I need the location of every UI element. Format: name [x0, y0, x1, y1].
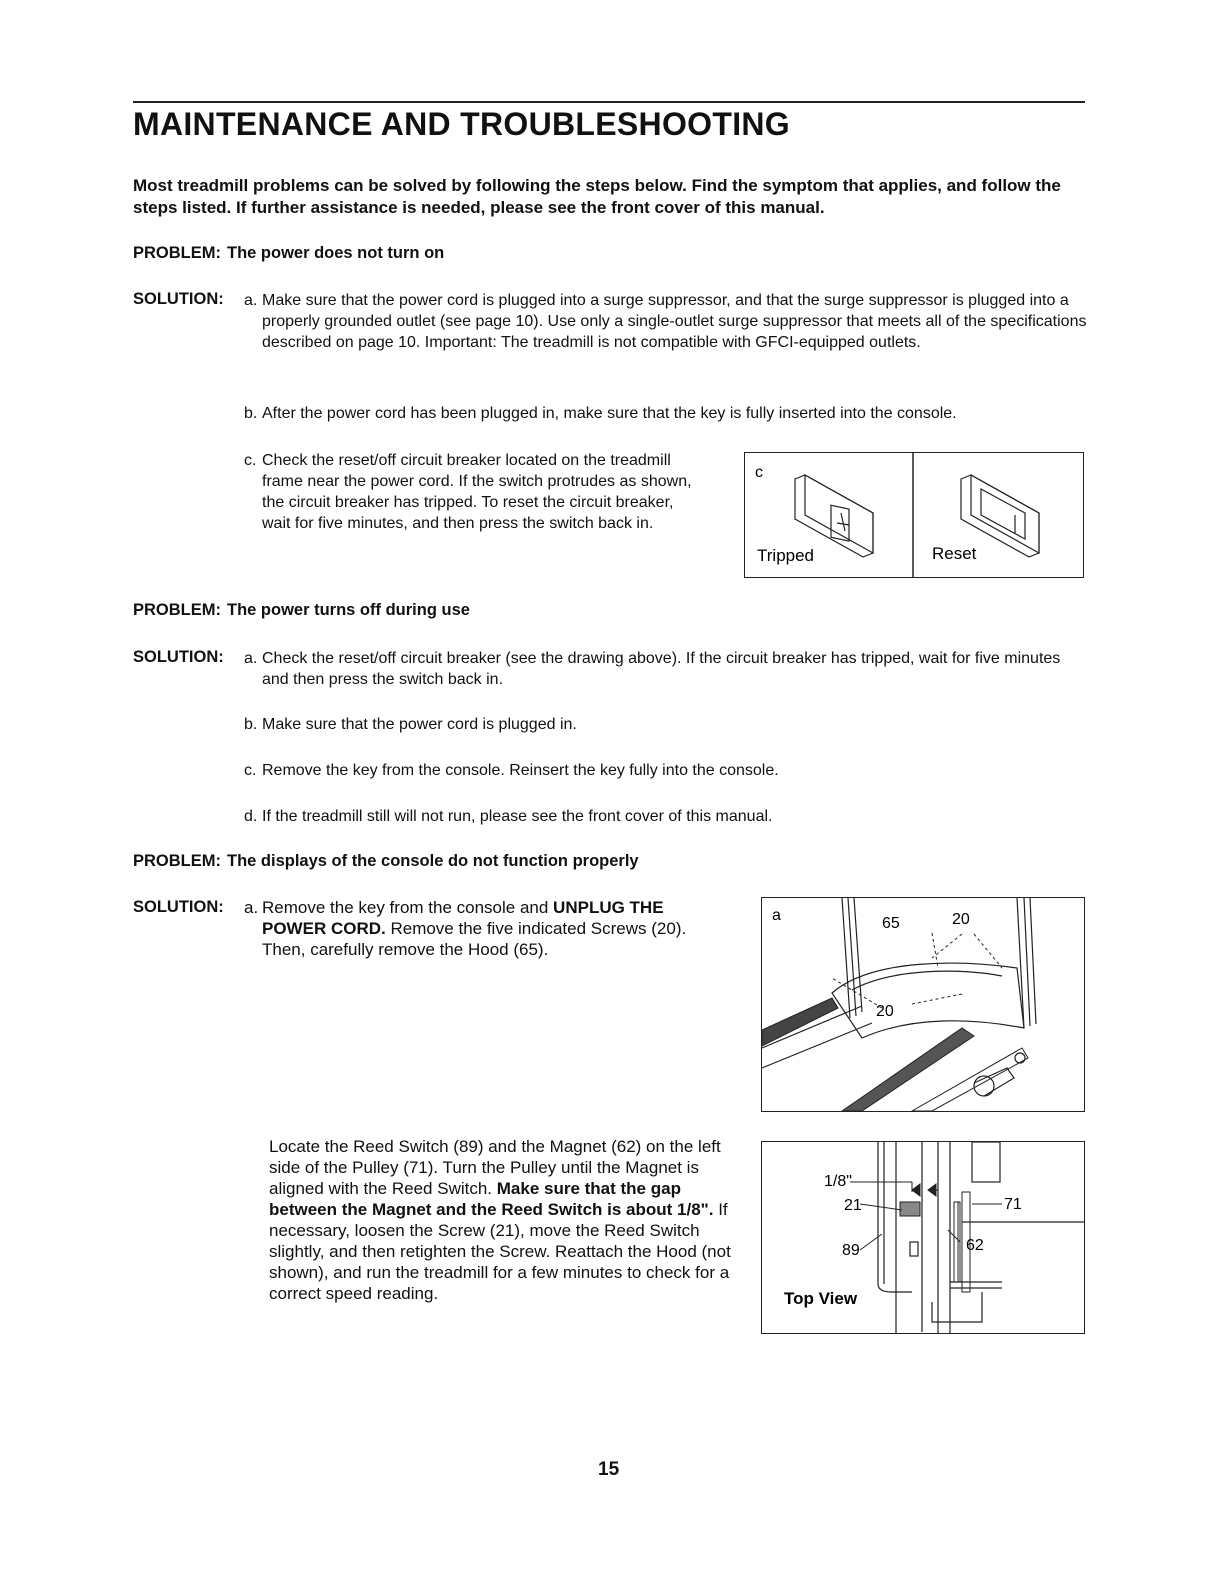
- reed-switch-figure: [761, 1141, 1085, 1334]
- reed-switch-drawing: [762, 1142, 1084, 1333]
- solution-1-label: SOLUTION:: [133, 290, 224, 308]
- callout-20-top: 20: [952, 911, 970, 928]
- callout-71: 71: [1004, 1196, 1022, 1213]
- gap-callout: 1/8": [824, 1173, 852, 1190]
- breaker-figure-letter: c: [755, 464, 763, 481]
- callout-62: 62: [966, 1237, 984, 1254]
- page-title: MAINTENANCE AND TROUBLESHOOTING: [133, 106, 790, 142]
- problem-3-title: The displays of the console do not function properly: [227, 852, 639, 870]
- top-view-label: Top View: [784, 1289, 858, 1308]
- intro-paragraph: Most treadmill problems can be solved by following the steps below. Find the symptom that applies, and follow the steps listed. If further assistance is needed, please see the front cover of this manual.: [133, 176, 1061, 217]
- reset-label: Reset: [932, 544, 977, 563]
- breaker-drawing: [745, 453, 1083, 577]
- problem-2-step-c: c. Remove the key from the console. Reinsert the key fully into the console.: [244, 762, 779, 779]
- solution-3-label: SOLUTION:: [133, 898, 224, 916]
- problem-3-followup: Locate the Reed Switch (89) and the Magnet (62) on the left side of the Pulley (71). Turn the Pulley until the Magnet is aligned with the Reed Switch. Make sure that the gap between the Magnet and the Reed Switch is about 1/8". If necessary, loosen the Screw (21), move the Reed Switch slightly, and then retighten the Screw. Reattach the Hood (not shown), and run the treadmill for a few minutes to check for a correct speed reading.: [269, 1137, 731, 1303]
- solution-2-label: SOLUTION:: [133, 648, 224, 666]
- hood-figure-letter: a: [772, 907, 781, 924]
- hood-drawing: [762, 898, 1084, 1111]
- problem-2-title: The power turns off during use: [227, 601, 470, 619]
- problem-1-heading: [133, 244, 444, 263]
- problem-1-step-b: b. After the power cord has been plugged in, make sure that the key is fully inserted into the console.: [244, 405, 957, 422]
- problem-2-step-b: b. Make sure that the power cord is plugged in.: [244, 716, 577, 733]
- tripped-switch-illustration: [795, 475, 873, 557]
- problem-2-step-a: a. Check the reset/off circuit breaker (see the drawing above). If the circuit breaker has tripped, wait for five minutes and then press the switch back in.: [244, 650, 1061, 688]
- callout-65: 65: [882, 915, 900, 932]
- breaker-figure: [744, 452, 1084, 578]
- tripped-label: Tripped: [757, 546, 815, 565]
- problem-label: PROBLEM:: [133, 601, 221, 619]
- problem-2-step-d: d. If the treadmill still will not run, please see the front cover of this manual.: [244, 808, 773, 825]
- problem-2-heading: [133, 601, 470, 620]
- hood-figure: [761, 897, 1085, 1112]
- wheel-and-base: [974, 1053, 1025, 1096]
- problem-label: PROBLEM:: [133, 852, 221, 870]
- callout-20-mid: 20: [876, 1003, 894, 1020]
- problem-3-heading: [133, 852, 639, 871]
- problem-1-title: The power does not turn on: [227, 244, 445, 262]
- page-number: 15: [598, 1459, 620, 1480]
- problem-1-step-a: a. Make sure that the power cord is plugged into a surge suppressor, and that the surge suppressor is plugged into a properly grounded outlet (see page 10). Use only a single-outlet surge suppressor that meets all of the specifications described on page 10. Important: The treadmill is not compatible with GFCI-equipped outlets.: [244, 292, 1087, 351]
- problem-3-step-a: a. Remove the key from the console and UNPLUG THE POWER CORD. Remove the five indicated Screws (20). Then, carefully remove the Hood (65).: [244, 898, 687, 959]
- callout-89: 89: [842, 1242, 860, 1259]
- problem-1-step-c: c. Check the reset/off circuit breaker located on the treadmill frame near the power cord. If the switch protrudes as shown, the circuit breaker has tripped. To reset the circuit breaker, wait for five minutes, and then press the switch back in.: [244, 452, 692, 532]
- problem-label: PROBLEM:: [133, 244, 221, 262]
- callout-21: 21: [844, 1197, 862, 1214]
- reed-switch-body: [900, 1182, 938, 1216]
- title-rule: [133, 101, 1085, 103]
